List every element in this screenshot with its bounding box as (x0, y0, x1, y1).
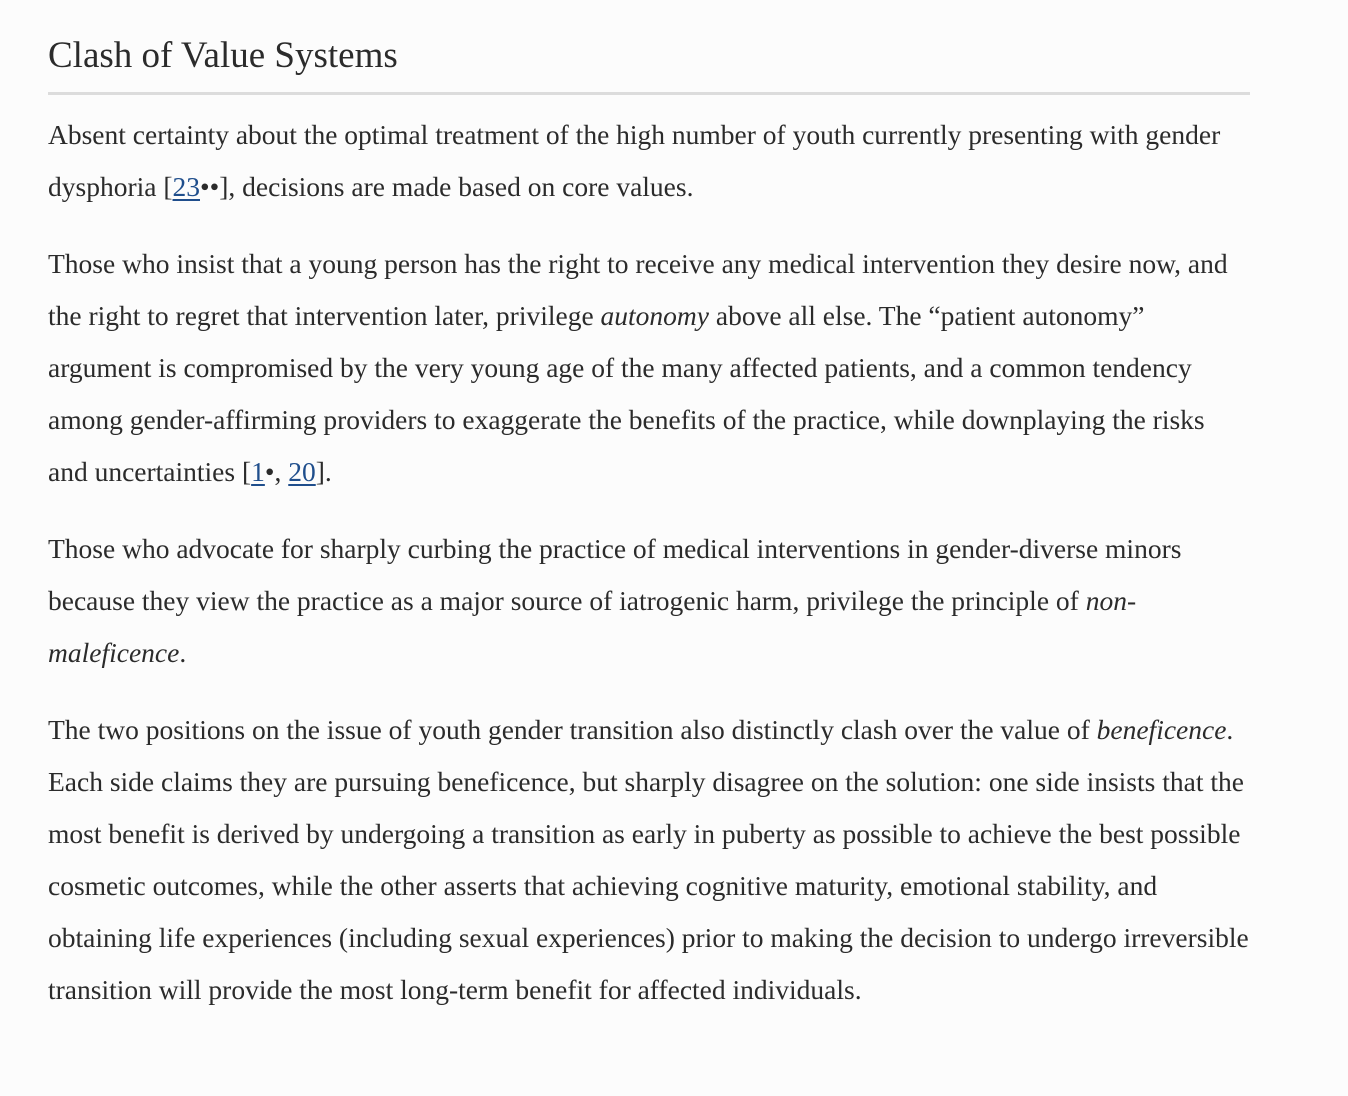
paragraph-2 (48, 238, 1250, 498)
paragraph-text: Absent certainty about the optimal treatment of the high number of youth currently presenting with gender dysphoria [ (48, 119, 1221, 202)
reference-link-23[interactable]: 23 (172, 171, 200, 202)
paragraph-text: Those who insist that a young person has the right to receive any medical intervention they desire now, and the right to regret that intervention later, privilege (48, 248, 1228, 331)
paragraph-text: . (179, 637, 187, 668)
paragraph-text: Those who advocate for sharply curbing the practice of medical interventions in gender-diverse minors because they view the practice as a major source of iatrogenic harm, privilege the principle of (48, 533, 1182, 616)
reference-link-20[interactable]: 20 (288, 456, 316, 487)
emphasis-autonomy: autonomy (600, 300, 709, 331)
article-body (48, 0, 1250, 1016)
section-title: Clash of Value Systems (48, 34, 1250, 95)
reference-link-1[interactable]: 1 (251, 456, 265, 487)
paragraph-text: . Each side claims they are pursuing beneficence, but sharply disagree on the solution: one side insists that the most benefit is derived by undergoing a transition as early in puberty as possible to achieve the best possible cosmetic outcomes, while the other asserts that achieving cognitive maturity, emotional stability, and obtaining life experiences (including sexual experiences) prior to making the decision to undergo irreversible transition will provide the most long-term benefit for affected individuals. (48, 714, 1249, 1005)
paragraph-4 (48, 704, 1250, 1016)
emphasis-beneficence: beneficence (1096, 714, 1227, 745)
paragraph-text: ]. (315, 456, 332, 487)
paragraph-text: above all else. The “patient autonomy” argument is compromised by the very young age of the many affected patients, and a common tendency among gender-affirming providers to exaggerate the benefits of the practice, while downplaying the risks and uncertainties [ (48, 300, 1205, 487)
paragraph-3 (48, 523, 1250, 679)
emphasis-non-maleficence: non-maleficence (48, 585, 1137, 668)
paragraph-text: The two positions on the issue of youth gender transition also distinctly clash over the value of (48, 714, 1097, 745)
paragraph-1 (48, 109, 1250, 213)
paragraph-text: ••], decisions are made based on core values. (200, 171, 694, 202)
paragraph-text: •, (264, 456, 289, 487)
